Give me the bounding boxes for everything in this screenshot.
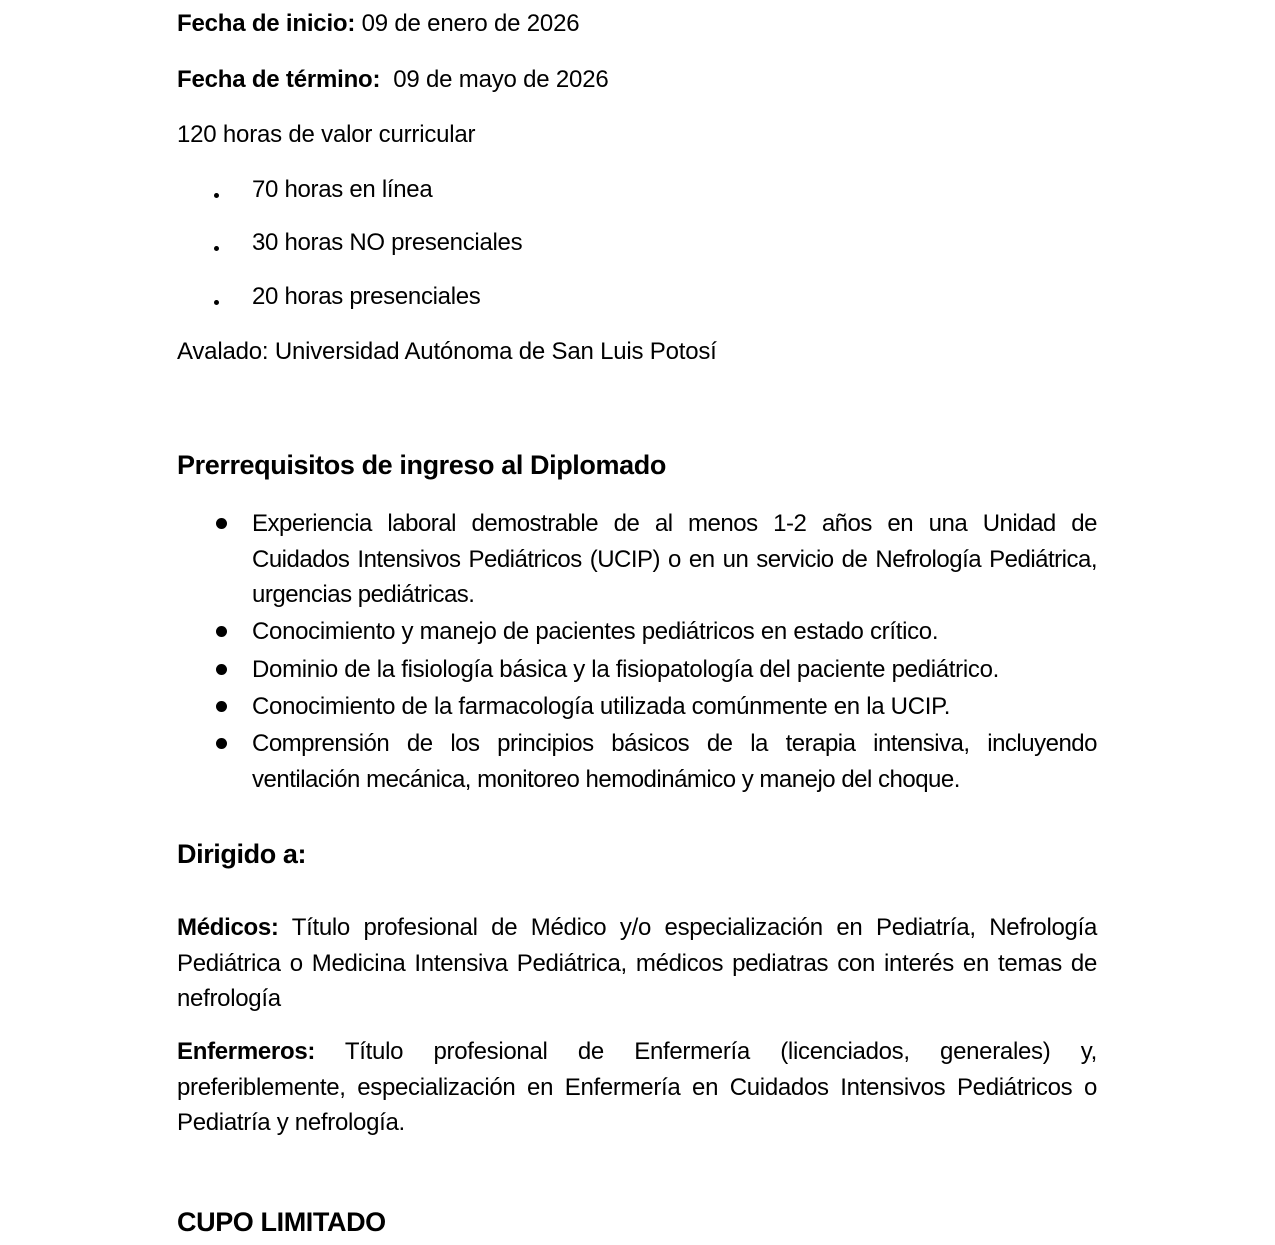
prerequisite-item: Conocimiento y manejo de pacientes pediátricos en estado crítico.	[252, 618, 939, 645]
end-date-label: Fecha de término:	[177, 66, 381, 93]
total-hours: 120 horas de valor curricular	[177, 121, 476, 148]
bullet-icon	[216, 518, 227, 529]
bullet-icon	[216, 626, 227, 637]
prerequisites-heading: Prerrequisitos de ingreso al Diplomado	[177, 450, 666, 480]
end-date-value: 09 de mayo de 2026	[380, 66, 609, 93]
bullet-icon	[216, 701, 227, 712]
bullet-icon	[216, 738, 227, 749]
audience-heading: Dirigido a:	[177, 839, 307, 869]
limited-spots-notice: CUPO LIMITADO	[177, 1207, 386, 1237]
audience-nurses	[177, 1034, 1097, 1141]
audience-doctors	[177, 910, 1097, 1017]
nurses-label: Enfermeros:	[177, 1038, 316, 1065]
hours-item-presential: 20 horas presenciales	[252, 283, 481, 310]
prerequisite-item: Experiencia laboral demostrable de al menos 1-2 años en una Unidad de Cuidados Intensivos Pediátricos (UCIP) o en un servicio de Nefrología Pediátrica, urgencias pediátricas.	[252, 510, 1097, 608]
bullet-icon	[214, 300, 219, 305]
endorsement: Avalado: Universidad Autónoma de San Luis Potosí	[177, 338, 717, 365]
prerequisite-item: Conocimiento de la farmacología utilizada comúnmente en la UCIP.	[252, 693, 951, 720]
nurses-text: Título profesional de Enfermería (licenciados, generales) y, preferiblemente, especialización en Enfermería en Cuidados Intensivos Pediátricos o Pediatría y nefrología.	[177, 1038, 1097, 1136]
doctors-label: Médicos:	[177, 914, 279, 941]
hours-item-non-presential: 30 horas NO presenciales	[252, 229, 523, 256]
doctors-text: Título profesional de Médico y/o especialización en Pediatría, Nefrología Pediátrica o Medicina Intensiva Pediátrica, médicos pediatras con interés en temas de nefrología	[177, 914, 1097, 1012]
prerequisite-item: Dominio de la fisiología básica y la fisiopatología del paciente pediátrico.	[252, 656, 999, 683]
end-date	[177, 65, 609, 95]
bullet-icon	[214, 246, 219, 251]
prerequisite-item: Comprensión de los principios básicos de la terapia intensiva, incluyendo ventilación mecánica, monitoreo hemodinámico y manejo del choque.	[252, 730, 1097, 793]
start-date-label: Fecha de inicio:	[177, 10, 356, 37]
bullet-icon	[214, 193, 219, 198]
bullet-icon	[216, 664, 227, 675]
start-date	[177, 9, 579, 39]
start-date-value: 09 de enero de 2026	[355, 10, 580, 37]
hours-item-online: 70 horas en línea	[252, 176, 433, 203]
